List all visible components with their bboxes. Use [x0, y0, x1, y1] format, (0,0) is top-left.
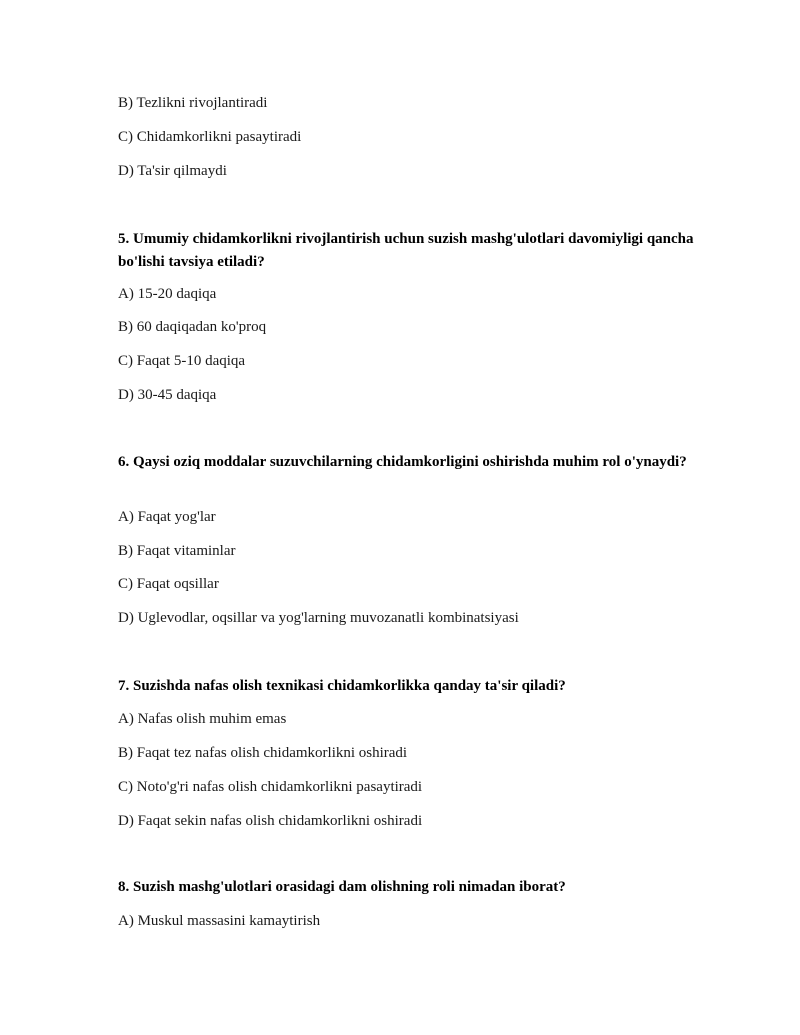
- question-6-option-c: C) Faqat oqsillar: [118, 576, 219, 592]
- question-6-option-d: D) Uglevodlar, oqsillar va yog'larning muvozanatli kombinatsiyasi: [118, 610, 519, 626]
- question-7-option-b: B) Faqat tez nafas olish chidamkorlikni oshiradi: [118, 745, 408, 761]
- question-7-option-d: D) Faqat sekin nafas olish chidamkorlikni oshiradi: [118, 813, 423, 829]
- question-6: 6. Qaysi oziq moddalar suzuvchilarning chidamkorligini oshirishda muhim rol o'ynaydi?: [118, 454, 687, 470]
- question-5-option-b: B) 60 daqiqadan ko'proq: [118, 319, 267, 335]
- question-8: 8. Suzish mashg'ulotlari orasidagi dam olishning roli nimadan iborat?: [118, 879, 566, 895]
- question-7-option-c: C) Noto'g'ri nafas olish chidamkorlikni pasaytiradi: [118, 779, 423, 795]
- option-prev-d: D) Ta'sir qilmaydi: [118, 163, 227, 179]
- question-5: 5. Umumiy chidamkorlikni rivojlantirish uchun suzish mashg'ulotlari davomiyligi qancha bo'lishi tavsiya etiladi?: [118, 231, 694, 270]
- question-5-option-c: C) Faqat 5-10 daqiqa: [118, 353, 246, 369]
- question-5-option-a: A) 15-20 daqiqa: [118, 286, 217, 302]
- question-6-option-b: B) Faqat vitaminlar: [118, 543, 236, 559]
- option-prev-c: C) Chidamkorlikni pasaytiradi: [118, 129, 302, 145]
- question-6-option-a: A) Faqat yog'lar: [118, 509, 216, 525]
- question-7-option-a: A) Nafas olish muhim emas: [118, 711, 287, 727]
- question-8-option-a: A) Muskul massasini kamaytirish: [118, 913, 321, 929]
- question-7: 7. Suzishda nafas olish texnikasi chidamkorlikka qanday ta'sir qiladi?: [118, 678, 566, 694]
- option-prev-b: B) Tezlikni rivojlantiradi: [118, 95, 268, 111]
- question-5-option-d: D) 30-45 daqiqa: [118, 387, 217, 403]
